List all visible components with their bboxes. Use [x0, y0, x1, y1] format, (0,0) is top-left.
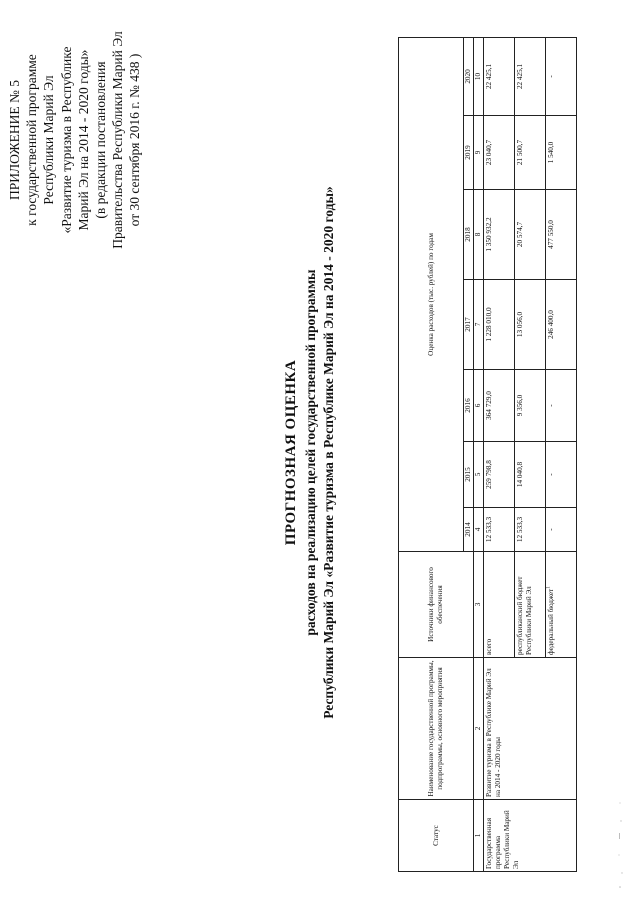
source-cell: всего — [484, 552, 515, 658]
col-number: 10 — [474, 37, 484, 115]
value-cell: - — [546, 37, 577, 115]
value-cell: 9 356,0 — [515, 370, 546, 442]
value-cell: 23 040,7 — [484, 116, 515, 190]
col-number: 2 — [474, 658, 484, 800]
value-cell: 12 533,3 — [515, 508, 546, 552]
source-cell: республиканский бюджет Республики Марий Эл — [515, 552, 546, 658]
program-name-cell: Развитие туризма в Республике Марий Эл на 2014 - 2020 годы — [484, 658, 577, 800]
value-cell: 14 040,8 — [515, 442, 546, 508]
value-cell: 1 540,0 — [546, 116, 577, 190]
value-cell: 13 056,0 — [515, 280, 546, 370]
header-status: Статус — [399, 800, 474, 872]
value-cell: 21 500,7 — [515, 116, 546, 190]
col-number: 5 — [474, 442, 484, 508]
table-row — [484, 37, 515, 871]
value-cell: 259 798,8 — [484, 442, 515, 508]
value-cell: 20 574,7 — [515, 190, 546, 280]
year-2016: 2016 — [464, 370, 474, 442]
value-cell: 1 228 010,0 — [484, 280, 515, 370]
column-number-row — [474, 37, 484, 871]
year-2018: 2018 — [464, 190, 474, 280]
appendix-line: к государственной программе — [24, 54, 40, 226]
year-2019: 2019 — [464, 116, 474, 190]
appendix-line: Республики Марий Эл — [41, 75, 57, 205]
scan-artifact-marks — [610, 775, 630, 895]
value-cell: 22 425,1 — [484, 37, 515, 115]
value-cell: 22 425,1 — [515, 37, 546, 115]
source-text: федеральный бюджет — [547, 588, 555, 655]
value-cell: 477 550,0 — [546, 190, 577, 280]
status-cell: Государственная программа Республики Марий Эл — [484, 800, 577, 872]
year-2017: 2017 — [464, 280, 474, 370]
col-number: 4 — [474, 508, 484, 552]
value-cell: 12 533,3 — [484, 508, 515, 552]
appendix-line: Правительства Республики Марий Эл — [110, 31, 126, 249]
header-source: Источники финансового обеспечения — [399, 552, 474, 658]
document-title — [280, 0, 338, 905]
appendix-line: (в редакции постановления — [93, 61, 109, 219]
appendix-line: от 30 сентября 2016 г. № 438 ) — [127, 53, 143, 227]
header-estimate: Оценка расходов (тыс. рублей) по годам — [399, 37, 464, 551]
title-subtitle-1: расходов на реализацию целей государственной программы — [303, 269, 318, 636]
header-name: Наименование государственной программы, подпрограммы, основного мероприятия — [399, 658, 474, 800]
value-cell: 364 729,0 — [484, 370, 515, 442]
col-number: 3 — [474, 552, 484, 658]
year-2020: 2020 — [464, 37, 474, 115]
header-row — [399, 37, 464, 871]
source-cell — [546, 552, 577, 658]
value-cell: - — [546, 508, 577, 552]
value-cell: 1 350 932,2 — [484, 190, 515, 280]
expense-estimate-table — [398, 37, 577, 872]
appendix-block — [6, 0, 144, 290]
col-number: 9 — [474, 116, 484, 190]
col-number: 7 — [474, 280, 484, 370]
col-number: 6 — [474, 370, 484, 442]
value-cell: - — [546, 442, 577, 508]
title-subtitle-2: Республики Марий Эл «Развитие туризма в Республике Марий Эл на 2014 - 2020 годы» — [321, 186, 336, 719]
value-cell: 246 400,0 — [546, 280, 577, 370]
appendix-line: Марий Эл на 2014 - 2020 годы» — [75, 49, 91, 231]
value-cell: - — [546, 370, 577, 442]
year-2014: 2014 — [464, 508, 474, 552]
appendix-line: ПРИЛОЖЕНИЕ № 5 — [7, 79, 22, 201]
year-2015: 2015 — [464, 442, 474, 508]
appendix-line: «Развитие туризма в Республике — [58, 46, 74, 234]
title-main: ПРОГНОЗНАЯ ОЦЕНКА — [283, 359, 299, 546]
col-number: 8 — [474, 190, 484, 280]
col-number: 1 — [474, 800, 484, 872]
footnote-marker: 1 — [546, 586, 552, 589]
